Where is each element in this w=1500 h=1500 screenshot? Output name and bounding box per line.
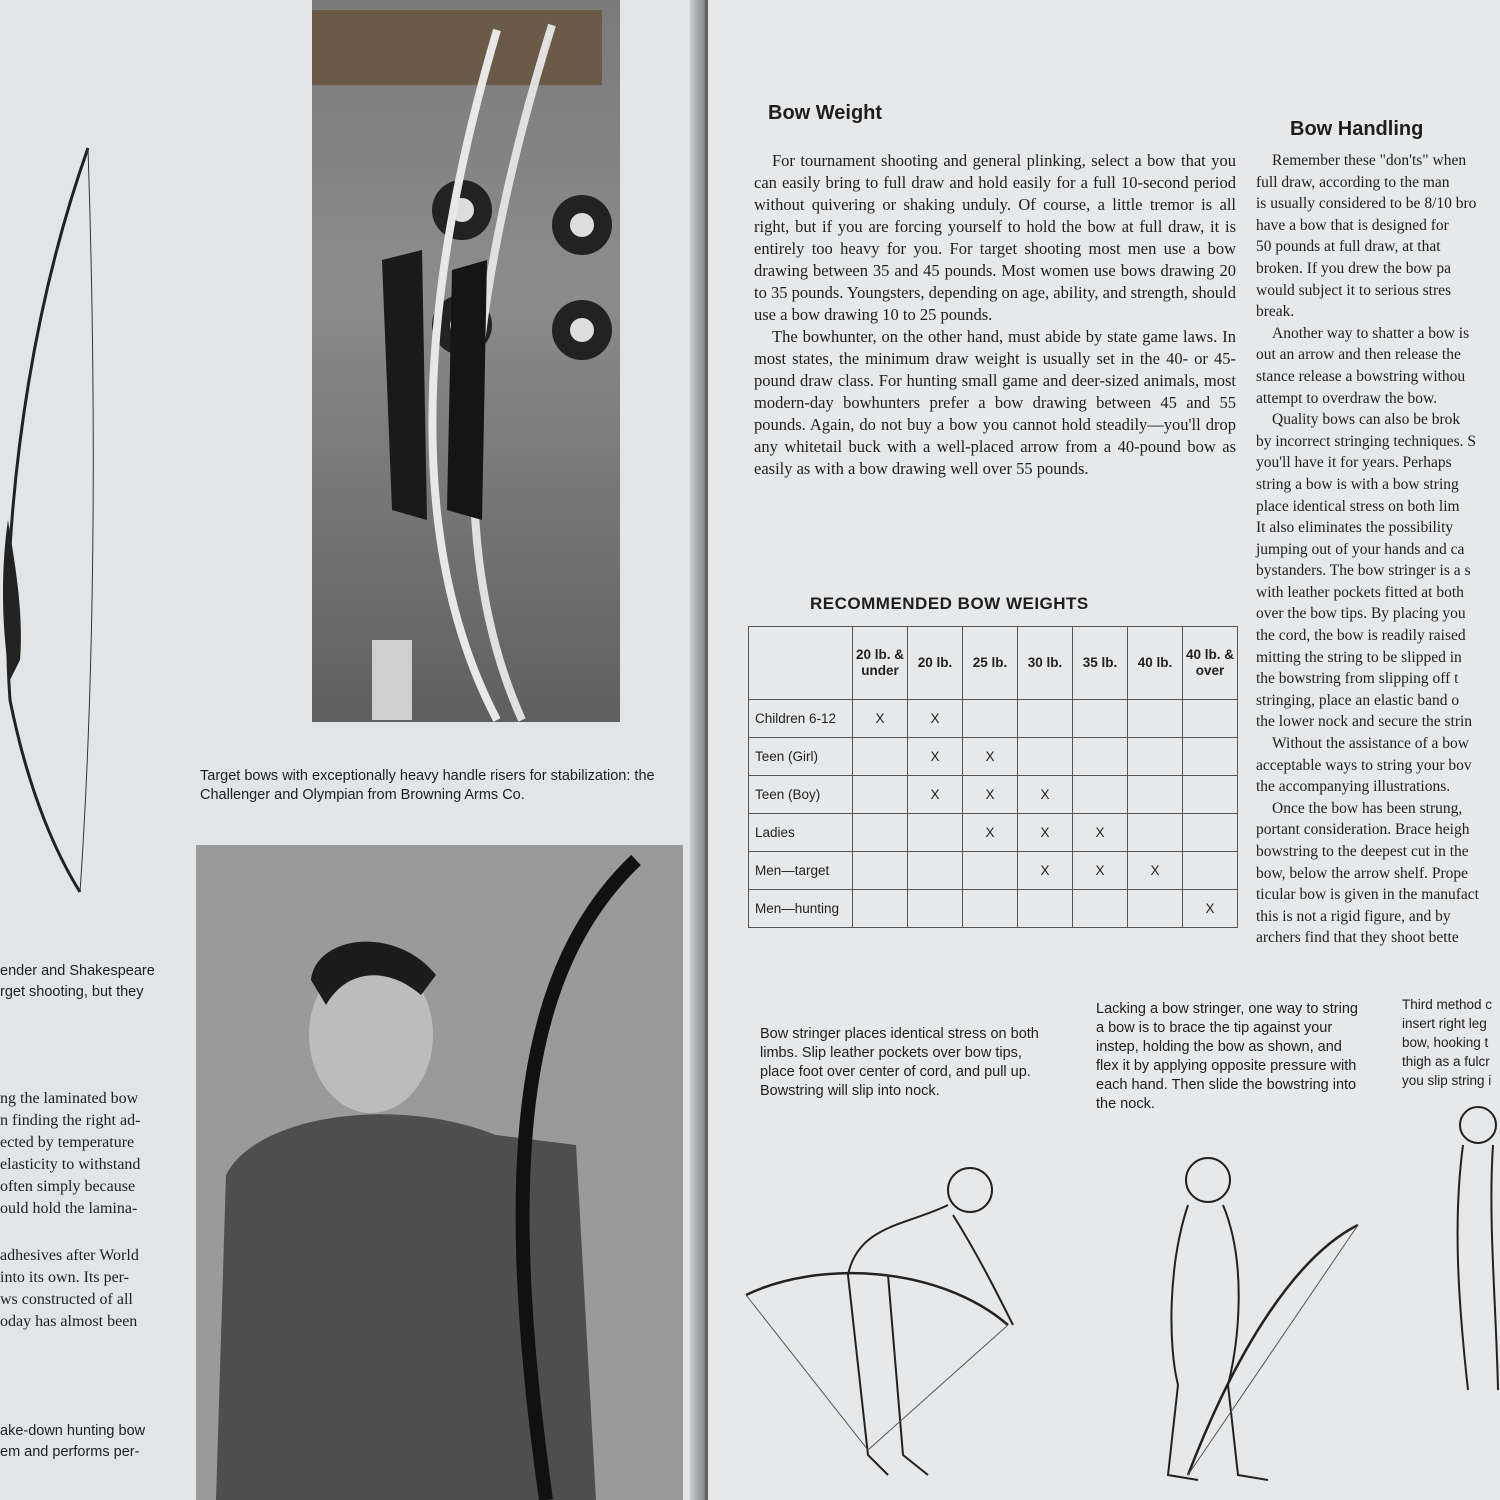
recommended-weights-table xyxy=(748,626,1238,928)
stringer-caption: Bow stringer places identical stress on both limbs. Slip leather pockets over bow tips, place foot over center of cord, and pull up. Bowstring will slip into nock. xyxy=(760,1026,1039,1099)
bow-handling-line: Another way to shatter a bow is xyxy=(1272,324,1470,342)
table-cell: X xyxy=(853,700,908,738)
table-cell xyxy=(1128,890,1183,928)
bow-handling-line: bow, below the arrow shelf. Prope xyxy=(1256,864,1469,882)
column-header: 30 lb. xyxy=(1018,627,1073,700)
bows-silhouette xyxy=(312,0,620,722)
table-cell xyxy=(908,890,963,928)
table-cell: X xyxy=(1128,852,1183,890)
table-corner xyxy=(749,627,853,700)
third-caption-line: bow, hooking t xyxy=(1402,1035,1489,1050)
column-header: 20 lb. & under xyxy=(853,627,908,700)
bow-handling-line: full draw, according to the man xyxy=(1256,173,1450,191)
bow-handling-line: It also eliminates the possibility xyxy=(1256,519,1454,537)
bow-handling-line: portant consideration. Brace heigh xyxy=(1256,821,1470,839)
bow-handling-line: bowstring to the deepest cut in the xyxy=(1256,843,1469,860)
bow-handling-line: break. xyxy=(1256,303,1295,321)
hunter-silhouette xyxy=(196,845,683,1500)
bow-handling-line: ticular bow is given in the manufact xyxy=(1256,886,1479,904)
bow-handling-heading: Bow Handling xyxy=(1290,118,1424,140)
table-cell xyxy=(853,776,908,814)
bow-handling-line: jumping out of your hands and ca xyxy=(1256,540,1465,558)
bow-handling-line: out an arrow and then release the xyxy=(1256,346,1461,364)
table-cell xyxy=(853,890,908,928)
bow-handling-line: have a bow that is designed for xyxy=(1256,216,1449,234)
third-caption-line: Third method c xyxy=(1402,997,1493,1012)
table-cell xyxy=(1183,700,1238,738)
table-cell xyxy=(853,738,908,776)
column-header: 20 lb. xyxy=(908,627,963,700)
bow-handling-text xyxy=(1256,150,1500,949)
thigh-illustration xyxy=(1438,1100,1500,1400)
bow-handling-line: mitting the string to be slipped in xyxy=(1256,648,1462,666)
table-cell: X xyxy=(1073,814,1128,852)
table-row xyxy=(749,852,1238,890)
bow-handling-line: the accompanying illustrations. xyxy=(1256,778,1451,796)
table-cell: X xyxy=(963,776,1018,814)
bow-handling-line: Without the assistance of a bow xyxy=(1272,735,1469,753)
stringer-illustration xyxy=(738,1155,1038,1495)
table-cell xyxy=(1183,738,1238,776)
bow-handling-line: this is not a rigid figure, and by xyxy=(1256,907,1451,925)
table-row xyxy=(749,700,1238,738)
bow-handling-line: 50 pounds at full draw, at that xyxy=(1256,238,1441,256)
third-caption-line: thigh as a fulcr xyxy=(1402,1054,1490,1069)
table-cell xyxy=(1073,890,1128,928)
bow-handling-line: over the bow tips. By placing you xyxy=(1256,605,1466,623)
table-cell xyxy=(1018,738,1073,776)
table-cell xyxy=(1073,700,1128,738)
table-cell xyxy=(1128,776,1183,814)
table-body xyxy=(749,700,1238,928)
bow-handling-line: with leather pockets fitted at both xyxy=(1256,583,1464,601)
bow-handling-line: broken. If you drew the bow pa xyxy=(1256,259,1451,277)
table-cell: X xyxy=(1018,852,1073,890)
bow-handling-line: stringing, place an elastic band o xyxy=(1256,691,1460,709)
table-cell: X xyxy=(908,700,963,738)
table-cell xyxy=(1128,814,1183,852)
table-cell: X xyxy=(1073,852,1128,890)
column-header: 40 lb. & over xyxy=(1183,627,1238,700)
table-row xyxy=(749,776,1238,814)
table-cell xyxy=(853,814,908,852)
left-page: Target bows with exceptionally heavy handle risers for stabilization: the Challenger and Olympian from Browning Arms Co. ender and Shakespeare rget shooting, but they ng the laminated bow n finding the right ad- ected by temperature elasticity to withstand often simply because ould hold the lamina- adhesives after World into its own. Its per- ws constructed of all oday has almost been ake-down hunting bow em and performs per- xyxy=(0,0,700,1500)
bow-handling-line: is usually considered to be 8/10 bro xyxy=(1256,195,1477,213)
photo1-caption: Target bows with exceptionally heavy handle risers for stabilization: the Challenger and Olympian from Browning Arms Co. xyxy=(200,768,655,803)
column-header: 25 lb. xyxy=(963,627,1018,700)
table-cell xyxy=(1128,700,1183,738)
table-row xyxy=(749,814,1238,852)
table-row xyxy=(749,890,1238,928)
third-caption-line: you slip string i xyxy=(1402,1073,1492,1088)
table-cell: X xyxy=(1018,814,1073,852)
table-cell xyxy=(908,814,963,852)
table-header-row xyxy=(749,627,1238,700)
bow-weight-text: For tournament shooting and general plinking, select a bow that you can easily bring to full draw and hold easily for a full 10-second period without quivering or shaking unduly. Of course, a little tremor is all right, but if you are forcing yourself to hold the bow at full draw, it is entirely too heavy for you. For target shooting most men use a bow drawing between 35 and 45 pounds. Most women use bows drawing 20 to 35 pounds. Youngsters, depending on age, ability, and strength, should use a bow drawing 10 to 25 pounds. The bowhunter, on the other hand, must abide by state game laws. In most states, the minimum draw weight is usually set in the 40- or 45-pound draw class. For hunting small game and deer-sized animals, most modern-day bowhunters prefer a bow drawing between 45 and 55 pounds. Again, do not buy a bow you cannot hold steadily—you'll drop any whitetail buck with a well-placed arrow from a 40-pound bow as easily as with a bow drawing well over 55 pounds. xyxy=(754,151,1236,478)
table-cell xyxy=(963,890,1018,928)
row-label: Teen (Boy) xyxy=(749,776,853,814)
hunter-photo xyxy=(196,845,683,1500)
table-cell: X xyxy=(1018,776,1073,814)
table-cell xyxy=(853,852,908,890)
bow-handling-line: you'll have it for years. Perhaps xyxy=(1256,454,1452,472)
table-cell: X xyxy=(908,776,963,814)
row-label: Men—target xyxy=(749,852,853,890)
bow-handling-line: by incorrect stringing techniques. S xyxy=(1256,432,1476,450)
table-cell xyxy=(1183,776,1238,814)
bow-illustration xyxy=(0,140,110,900)
instep-caption: Lacking a bow stringer, one way to string a bow is to brace the tip against your instep, holding the bow as shown, and flex it by applying opposite pressure with each hand. Then slide the bowstring into the nock. xyxy=(1096,1001,1358,1112)
table-cell xyxy=(963,852,1018,890)
row-label: Children 6-12 xyxy=(749,700,853,738)
table-cell xyxy=(908,852,963,890)
bow-handling-line: bystanders. The bow stringer is a s xyxy=(1256,562,1471,580)
instep-illustration xyxy=(1148,1145,1378,1495)
table-cell: X xyxy=(963,738,1018,776)
bow-handling-line: attempt to overdraw the bow. xyxy=(1256,389,1438,407)
table-cell xyxy=(1018,890,1073,928)
table-cell xyxy=(963,700,1018,738)
bow-handling-line: Quality bows can also be brok xyxy=(1272,411,1461,429)
table-cell xyxy=(1128,738,1183,776)
right-page xyxy=(708,0,1500,1500)
bow-handling-line: Remember these "don'ts" when xyxy=(1272,152,1467,169)
bow-handling-line: the bowstring from slipping off t xyxy=(1256,670,1459,688)
table-cell: X xyxy=(1183,890,1238,928)
bow-handling-line: the lower nock and secure the strin xyxy=(1256,713,1473,731)
table-cell xyxy=(1183,852,1238,890)
table-cell: X xyxy=(908,738,963,776)
table-cell: X xyxy=(963,814,1018,852)
table-title: RECOMMENDED BOW WEIGHTS xyxy=(810,594,1089,613)
third-caption-line: insert right leg xyxy=(1402,1016,1487,1031)
table-row xyxy=(749,738,1238,776)
column-header: 40 lb. xyxy=(1128,627,1183,700)
bow-weight-heading: Bow Weight xyxy=(768,102,883,124)
table-cell xyxy=(1183,814,1238,852)
bow-handling-line: the cord, the bow is readily raised xyxy=(1256,627,1466,645)
bow-handling-line: place identical stress on both lim xyxy=(1256,497,1460,515)
row-label: Men—hunting xyxy=(749,890,853,928)
bow-handling-line: would subject it to serious stres xyxy=(1256,281,1452,299)
column-header: 35 lb. xyxy=(1073,627,1128,700)
bow-handling-line: acceptable ways to string your bov xyxy=(1256,756,1472,774)
target-bows-photo xyxy=(312,0,620,722)
row-label: Ladies xyxy=(749,814,853,852)
row-label: Teen (Girl) xyxy=(749,738,853,776)
bow-handling-line: stance release a bowstring withou xyxy=(1256,367,1466,385)
table-cell xyxy=(1073,738,1128,776)
bow-handling-line: Once the bow has been strung, xyxy=(1272,799,1463,817)
bow-handling-line: archers find that they shoot bette xyxy=(1256,929,1459,947)
bow-handling-line: string a bow is with a bow string xyxy=(1256,475,1459,493)
third-method-caption xyxy=(1402,995,1500,1090)
table-cell xyxy=(1018,700,1073,738)
table-cell xyxy=(1073,776,1128,814)
